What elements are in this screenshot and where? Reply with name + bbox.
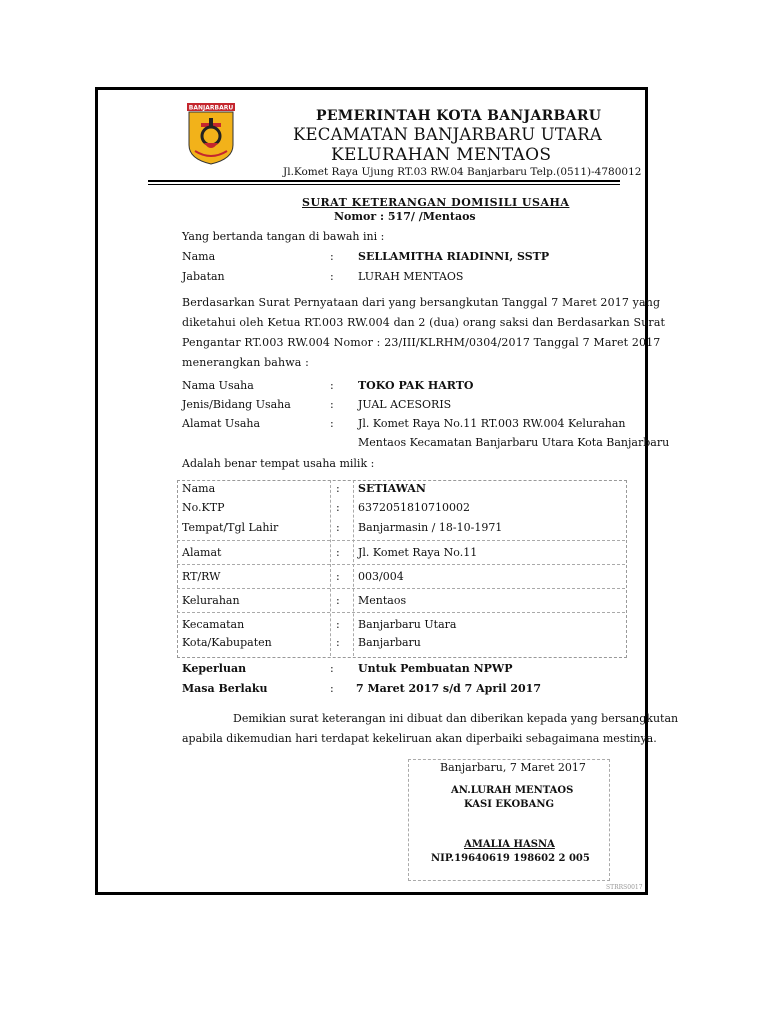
closing-line-2: apabila dikemudian hari terdapat kekeliruan akan diperbaiki sebagaimana mestinya.: [182, 732, 657, 745]
colon: :: [336, 501, 340, 514]
validity-value: 7 Maret 2017 s/d 7 April 2017: [356, 682, 541, 695]
signatory-position-value: LURAH MENTAOS: [358, 270, 464, 283]
village-title: KELURAHAN MENTAOS: [331, 145, 552, 165]
owner-birth-value: Banjarmasin / 18-10-1971: [358, 521, 503, 534]
signatory-intro: Yang bertanda tangan di bawah ini :: [182, 230, 385, 243]
business-type-value: JUAL ACESORIS: [358, 398, 452, 411]
colon: :: [330, 398, 334, 411]
purpose-value: Untuk Pembuatan NPWP: [358, 662, 513, 675]
owner-birth-label: Tempat/Tgl Lahir: [182, 521, 279, 534]
colon: :: [336, 594, 340, 607]
svg-text:BANJARBARU: BANJARBARU: [188, 104, 234, 112]
signatory-position-label: Jabatan: [182, 270, 225, 283]
colon: :: [330, 662, 334, 675]
colon: :: [336, 618, 340, 631]
footer-mark: STRRS0017: [606, 884, 643, 891]
body-line-1: Berdasarkan Surat Pernyataan dari yang bersangkutan Tanggal 7 Maret 2017 yang: [182, 296, 661, 309]
owner-ktp-value: 6372051810710002: [358, 501, 470, 514]
colon: :: [330, 682, 334, 695]
owner-table-rule: [177, 564, 625, 565]
owner-kelurahan-label: Kelurahan: [182, 594, 240, 607]
colon: :: [330, 250, 334, 263]
owner-address-label: Alamat: [182, 546, 222, 559]
owner-table-divider: [353, 480, 354, 656]
sign-place-date: Banjarbaru, 7 Maret 2017: [440, 761, 586, 774]
owner-kecamatan-label: Kecamatan: [182, 618, 245, 631]
owner-intro: Adalah benar tempat usaha milik :: [182, 457, 375, 470]
colon: :: [330, 270, 334, 283]
signatory-name-value: SELLAMITHA RIADINNI, SSTP: [358, 250, 550, 263]
gov-title: PEMERINTAH KOTA BANJARBARU: [316, 108, 602, 124]
colon: :: [336, 546, 340, 559]
business-name-value: TOKO PAK HARTO: [358, 379, 474, 392]
colon: :: [336, 636, 340, 649]
owner-city-value: Banjarbaru: [358, 636, 421, 649]
owner-table-divider: [330, 480, 331, 656]
header-rule-thick: [148, 180, 620, 182]
signer-name: AMALIA HASNA: [464, 839, 555, 850]
owner-address-value: Jl. Komet Raya No.11: [358, 546, 478, 559]
sign-role-2: KASI EKOBANG: [464, 799, 555, 810]
owner-name-label: Nama: [182, 482, 216, 495]
office-address: Jl.Komet Raya Ujung RT.03 RW.04 Banjarbaru Telp.(0511)-4780012: [283, 166, 642, 178]
signatory-name-label: Nama: [182, 250, 216, 263]
letter-number: Nomor : 517/ /Mentaos: [334, 210, 476, 223]
colon: :: [330, 379, 334, 392]
owner-name-value: SETIAWAN: [358, 482, 426, 495]
body-line-3: Pengantar RT.003 RW.004 Nomor : 23/III/KLRHM/0304/2017 Tanggal 7 Maret 2017: [182, 336, 661, 349]
owner-ktp-label: No.KTP: [182, 501, 225, 514]
owner-table-rule: [177, 540, 625, 541]
owner-table-rule: [177, 612, 625, 613]
business-name-label: Nama Usaha: [182, 379, 254, 392]
business-address-value: Jl. Komet Raya No.11 RT.003 RW.004 Kelurahan: [358, 417, 626, 430]
validity-label: Masa Berlaku: [182, 682, 268, 695]
city-emblem-icon: [187, 103, 235, 165]
owner-table-rule: [177, 588, 625, 589]
closing-line-1: Demikian surat keterangan ini dibuat dan diberikan kepada yang bersangkutan: [233, 712, 679, 725]
owner-kecamatan-value: Banjarbaru Utara: [358, 618, 457, 631]
district-title: KECAMATAN BANJARBARU UTARA: [293, 125, 603, 144]
signer-nip: NIP.19640619 198602 2 005: [431, 853, 590, 864]
letter-page: [95, 87, 679, 895]
purpose-label: Keperluan: [182, 662, 247, 675]
body-line-2: diketahui oleh Ketua RT.003 RW.004 dan 2 (dua) orang saksi dan Berdasarkan Surat: [182, 316, 666, 329]
colon: :: [336, 482, 340, 495]
owner-rtrw-label: RT/RW: [182, 570, 221, 583]
colon: :: [336, 521, 340, 534]
letter-title: SURAT KETERANGAN DOMISILI USAHA: [302, 196, 570, 209]
business-address-label: Alamat Usaha: [182, 417, 261, 430]
header-rule-thin: [148, 184, 620, 185]
owner-kelurahan-value: Mentaos: [358, 594, 407, 607]
owner-rtrw-value: 003/004: [358, 570, 404, 583]
colon: :: [330, 417, 334, 430]
business-address-cont: Mentaos Kecamatan Banjarbaru Utara Kota Banjarbaru: [358, 436, 670, 449]
business-type-label: Jenis/Bidang Usaha: [182, 398, 291, 411]
owner-city-label: Kota/Kabupaten: [182, 636, 272, 649]
sign-role-1: AN.LURAH MENTAOS: [451, 785, 574, 796]
body-line-4: menerangkan bahwa :: [182, 356, 309, 369]
colon: :: [336, 570, 340, 583]
